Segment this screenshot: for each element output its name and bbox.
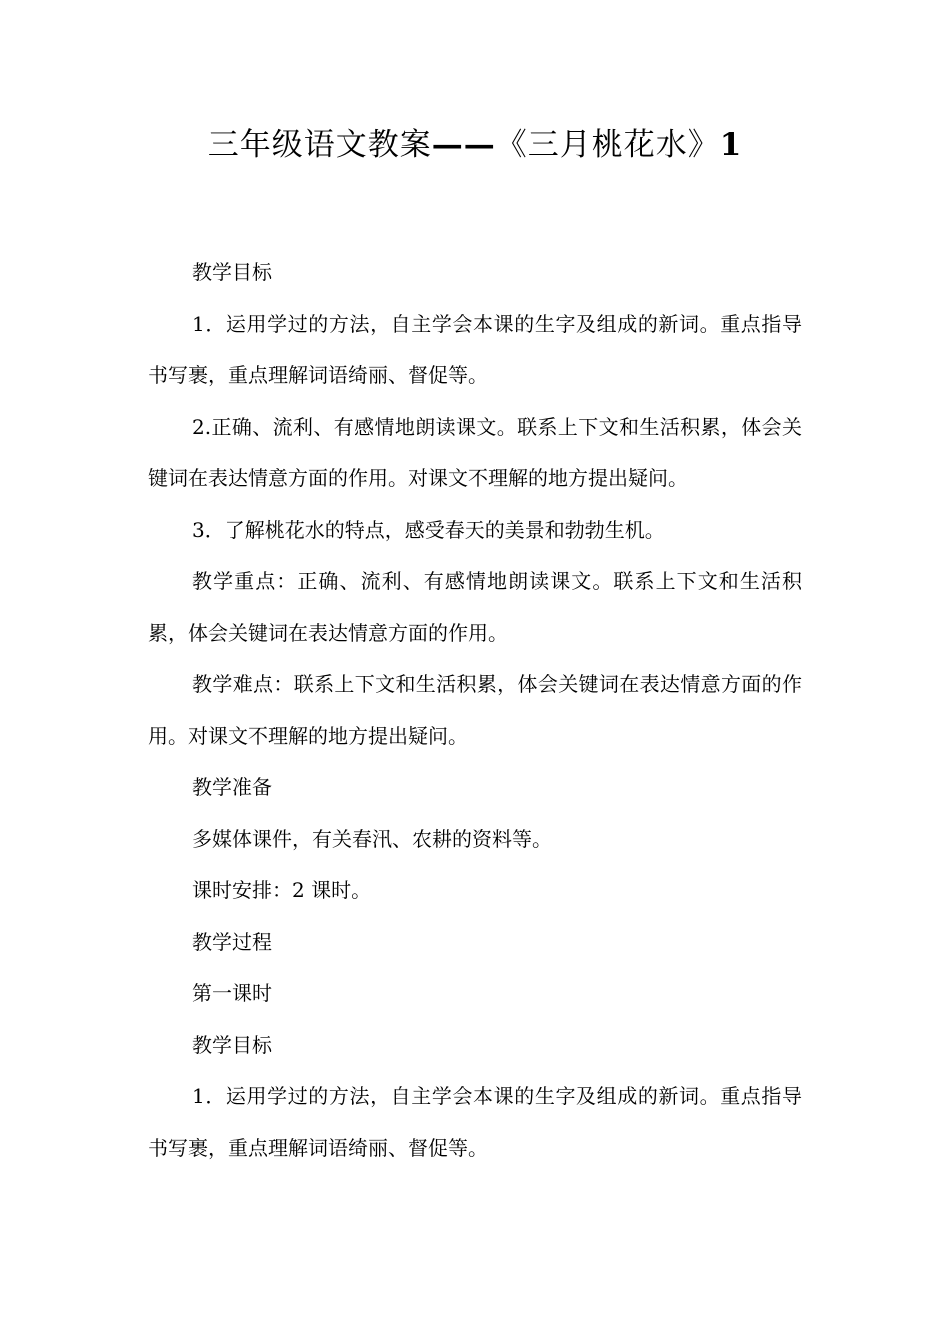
- class-hours: 课时安排：2 课时。: [192, 878, 372, 902]
- goal-item-1: 1．运用学过的方法，自主学会本课的生字及组成的新词。重点指导书写裹，重点理解词语绮丽、督促等。: [148, 311, 802, 387]
- goal-item-2: 2.正确、流利、有感情地朗读课文。联系上下文和生活积累，体会关键词在表达情意方面的作用。对课文不理解的地方提出疑问。: [148, 414, 802, 490]
- heading-teaching-process: 教学过程: [192, 929, 272, 954]
- document-body: [148, 247, 802, 1174]
- title-number: 1: [719, 127, 743, 163]
- heading-teaching-goals: 教学目标: [192, 260, 272, 284]
- heading-lesson-goals: 教学目标: [192, 1032, 272, 1057]
- goal-item-3: 3．了解桃花水的特点，感受春天的美景和勃勃生机。: [192, 517, 665, 542]
- title-main: 三年级语文教案: [207, 127, 432, 163]
- teaching-difficulties: 教学难点：联系上下文和生活积累，体会关键词在表达情意方面的作用。对课文不理解的地方提出疑问。: [148, 672, 802, 748]
- title-book: 《三月桃花水》: [495, 127, 720, 163]
- heading-first-lesson: 第一课时: [192, 981, 272, 1005]
- teaching-key-points: 教学重点：正确、流利、有感情地朗读课文。联系上下文和生活积累，体会关键词在表达情意方面的作用。: [148, 569, 802, 645]
- heading-teaching-preparation: 教学准备: [192, 775, 272, 799]
- title-dash: ——: [431, 127, 496, 163]
- document-title: [0, 122, 950, 168]
- preparation-materials: 多媒体课件，有关春汛、农耕的资料等。: [192, 826, 552, 851]
- lesson-goal-item-1: 1．运用学过的方法，自主学会本课的生字及组成的新词。重点指导书写裹，重点理解词语绮丽、督促等。: [148, 1084, 802, 1160]
